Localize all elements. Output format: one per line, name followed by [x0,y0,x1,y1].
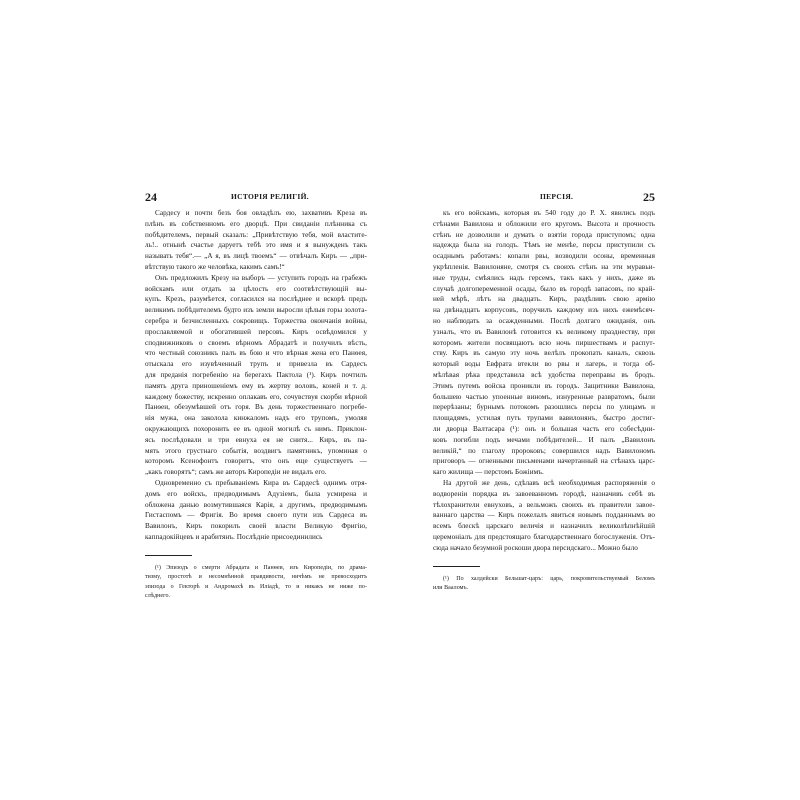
text-line: тѣлохранители евнуховъ, а вельможъ своихъ въ правители завое- [433,500,655,509]
text-line: купъ. Крезъ, разумѣется, согласился на послѣднее и вскорѣ предъ [145,295,367,304]
footnote-line: (¹) По халдейски Бельшат-царъ: царь, покровительствуемый Беломъ [443,575,655,582]
text-line: сподвижниковъ о своемъ вѣрномъ Абрадатѣ и получилъ вѣсть, [145,338,367,347]
text-line: узналъ, что въ Вавилонѣ готовится къ великому празднеству, при [433,327,655,336]
text-line: мять этого грустнаго событія, воздвигъ памятникъ, упоминая о [145,446,367,455]
text-line: Одновременно съ пребываніемъ Кира въ Сардесѣ однимъ отря- [155,478,367,487]
text-line: приговоръ — огненными письменами начертанный на стѣнахъ царс- [433,457,655,466]
left-page [145,190,367,602]
text-line: отыскала его изувѣченный трупъ и привезла въ Сардесъ [145,360,367,369]
running-head: ИСТОРІЯ РЕЛИГІЙ. [231,192,309,201]
text-line: на двѣнадцать корпусовъ, поручилъ каждому изъ нихъ ежемѣсяч- [433,306,655,315]
text-line: площадямъ, устилая путь трупами вавилонянъ, быстро достиг- [433,414,655,423]
text-line: великій,“ по глаголу пророковъ; совершился надъ Вавилономъ [433,446,655,455]
text-line: На другой же день, сдѣлавъ всѣ необходимыя распоряженія о [443,478,655,487]
left-page-body [145,208,367,543]
footnote-rule [145,555,192,556]
text-line: каждому божеству, искренно оплакавъ его, сочувствуя скорби вѣрной [145,392,367,401]
text-line: вѣтствую такого же человѣка, какимъ самъ!“ [145,262,285,271]
text-line: сюда начало безумной роскоши двора персидскаго... Можно было [433,543,638,552]
text-line: каго жилища — перстомъ Божіимъ. [433,468,544,477]
text-line: перерѣзаны; бурнымъ потокомъ разошлись персы по улицамъ и [433,403,655,412]
right-page [433,190,655,594]
text-line: каппадокійцевъ и арабитянъ. Послѣдніе присоединились [145,532,323,541]
text-line: ковъ погибли подъ мечами побѣдителей... И палъ „Вавилонъ [433,435,655,444]
text-line: Вавилонъ, Киръ покорилъ своей власти Великую Фригію, [145,522,367,531]
text-line: Панѳеи, обезумѣвшей отъ горя. Въ день торжественнаго погребе- [145,403,367,412]
text-line: нія мужа, она заколола кинжаломъ надъ его трупомъ, умоляя [145,414,367,423]
text-line: прославляемой и обогатившей персовъ. Киръ освѣдомился у [145,327,367,336]
text-line: Гистаспомъ — Фригія. Во время своего пути изъ Сардеса въ [145,511,367,520]
text-line: обложена данью возмутившаяся Карія, а другимъ, предводимымъ [145,500,367,509]
text-line: великимъ побѣдителемъ будто изъ земли выросли цѣлыя горы золота- [145,306,367,315]
text-line: ней мѣрѣ, лѣтъ на двадцать. Киръ, раздѣливъ свою армію [433,295,655,304]
text-line: Этимъ путемъ войска проникли въ городъ. Защитники Вавилона, [433,381,655,390]
footnote-line: эпизода о Гекторѣ и Андромахѣ въ Иліадѣ, то и никакъ не ниже по- [145,583,367,590]
paragraph [433,478,655,554]
text-line: ли дворца Валтасара (¹): онъ и большая часть его собесѣдни- [433,424,655,433]
paragraph [433,208,655,478]
text-line: случаѣ долгопеременной осады, было въ городѣ запасовъ, по край- [433,284,655,293]
text-line: надежда была на голодъ. Тѣмъ не менѣе, персы приступили съ [433,241,655,250]
left-page-header [145,190,367,208]
footnote-line: слѣднего. [145,593,171,600]
text-line: всемъ блескѣ царскаго величія и назначилъ великолѣпнѣйшій [433,522,655,531]
footnote-line: тизму, простотѣ и несомнѣнной правдивости, ничѣмъ не превосходитъ [145,574,367,581]
page-number: 24 [145,190,157,204]
text-line: водвореніи порядка въ завоеванномъ городѣ, назначивъ себѣ въ [433,489,655,498]
text-line: плѣнъ въ собственномъ его дворцѣ. При свиданіи плѣнника съ [145,219,367,228]
text-line: стѣнами Вавилона и обложили его кругомъ. Высота и прочность [433,219,655,228]
paragraph [145,273,367,478]
right-page-header [433,190,655,208]
text-line: Онъ предложилъ Крезу на выборъ — уступить городъ на грабежъ [155,273,367,282]
text-line: къ его войскамъ, которыя въ 540 году до Р. Х. явились подъ [443,209,655,217]
text-line: которомъ жители посвящаютъ всю ночь пиршествамъ и распут- [433,338,655,347]
page-number: 25 [643,190,655,204]
text-line: домъ его войскъ, предводимымъ Адузіемъ, была усмирена и [145,489,367,498]
footnote-line: (¹) Эпизодъ о смерти Абрадата и Панѳеи, изъ Киропедіи, по драма- [155,564,367,571]
left-footnote [145,564,367,602]
text-line: Сардесу и почти безъ боя овладѣлъ ею, захвативъ Креза въ [155,209,367,217]
text-line: укрѣпленія. Вавилоняне, смотря съ своихъ стѣнъ на эти муравьи- [433,262,655,271]
text-line: окружающихъ похоронить ее въ одной могилѣ съ нимъ. Приклон- [145,424,367,433]
text-line: называть тебя“.— „А я, въ лицѣ твоемъ“ — отвѣчалъ Киръ — „при- [145,252,367,261]
text-line: войскамъ или отдать за цѣлость его соотвѣтствующій вы- [145,284,367,293]
text-line: что честный союзникъ палъ въ бою и что вѣрная жена его Панѳея, [145,349,367,358]
text-line: осаднымъ работамъ: копали рвы, возводили осоны, временныя [433,252,655,261]
text-line: стѣнъ не дозволили и думать о взятіи города приступомъ; одна [433,230,655,239]
text-line: церемоніалъ для предстоящаго благодарственнаго богослуженія. Отъ- [433,532,655,541]
text-line: мѣлѣвая рѣка представила всѣ удобства переправы въ бродъ. [433,370,655,379]
text-line: ль!.. отнынѣ счастье даруетъ тебѣ это имя и я вынужденъ такъ [145,241,367,250]
text-line: ваннаго царства — Киръ пожелалъ явиться новымъ подданнымъ во [433,511,655,520]
text-line: „какъ говорятъ“; самъ же авторъ Киропедіи не видалъ его. [145,468,327,477]
footnote-rule [433,566,480,567]
text-line: но наблюдать за осажденными. Послѣ долгаго ожиданія, онъ [433,316,655,325]
footnote-line: или Вааломъ. [433,585,469,591]
text-line: который воды Евфрата втекли во рвы и лагерь, и тогда об- [433,360,655,369]
text-line: ные труды, смѣялись надъ герсемъ, такъ какъ у нихъ, даже въ [433,273,655,282]
text-line: ясь послѣдовали и три евнуха ея не снитя... Киръ, въ па- [145,435,367,444]
paragraph [145,208,367,273]
running-head: ПЕРСІЯ. [540,192,574,201]
text-line: которомъ Ксенофонтъ говоритъ, что онъ еще существуетъ — [145,457,367,466]
text-line: память друга приношеніемъ ему въ жертву воловъ, коней и т. д. [145,381,367,390]
text-line: побѣдителемъ, первый сказалъ: „Привѣтствую тебя, мой властите- [145,230,367,239]
right-page-body [433,208,655,554]
text-line: серебра и безчисленныхъ сокровищъ. Торжества окончанія войны, [145,316,367,325]
right-footnote [433,575,655,594]
text-line: ству. Киръ въ самую эту ночь велѣлъ прокопать каналъ, сквозь [433,349,655,358]
paragraph [145,478,367,543]
text-line: большею частью упоенные виномъ, изнуренные развратомъ, были [433,392,655,401]
text-line: для преданія погребенію на берегахъ Пактола (¹). Киръ почтилъ [145,370,367,379]
